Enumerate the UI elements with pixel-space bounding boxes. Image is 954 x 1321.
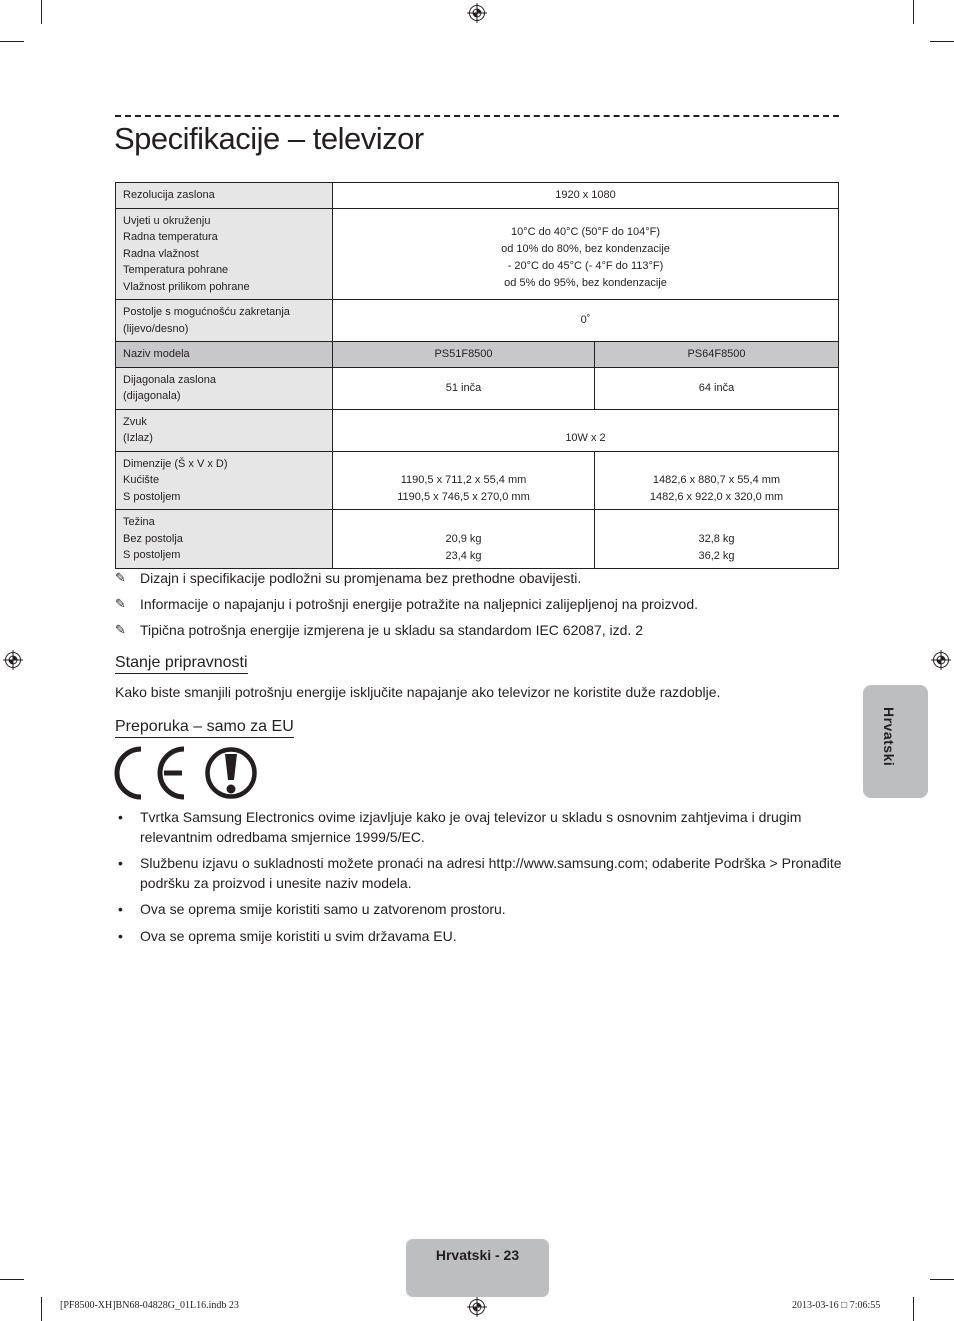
registration-mark-icon <box>931 650 951 670</box>
table-row <box>116 183 839 209</box>
crop-mark <box>0 41 24 42</box>
model-name-b: PS64F8500 <box>595 342 839 368</box>
spec-value-line: 36,2 kg <box>698 549 735 562</box>
bullet-icon: • <box>118 809 123 825</box>
notes-list <box>115 565 845 643</box>
spec-value <box>333 208 839 300</box>
crop-mark <box>0 1279 24 1280</box>
spec-label-line: S postoljem <box>123 549 181 561</box>
spec-label-line: Temperatura pohrane <box>123 264 229 276</box>
footer-timestamp: 2013-03-16 □ 7:06:55 <box>792 1300 881 1311</box>
eu-bullets <box>115 808 845 953</box>
table-row <box>116 409 839 451</box>
language-side-tab-label: Hrvatski <box>881 707 897 767</box>
list-item <box>115 808 845 847</box>
standby-heading: Stanje pripravnosti <box>115 654 248 674</box>
table-row <box>116 300 839 342</box>
bullet-text: Ova se oprema smije koristiti u svim državama EU. <box>140 927 457 944</box>
bullet-icon: • <box>118 927 123 944</box>
list-item <box>115 591 845 617</box>
crop-mark <box>41 0 42 24</box>
pencil-note-icon: ✎ <box>115 622 126 637</box>
page-number: Hrvatski - 23 <box>406 1239 549 1297</box>
registration-mark-icon <box>467 1297 487 1317</box>
list-item <box>115 900 845 920</box>
eu-heading: Preporuka – samo za EU <box>115 718 294 738</box>
spec-label-line: Uvjeti u okruženju <box>123 214 211 227</box>
spec-label-line: (lijevo/desno) <box>123 322 189 335</box>
spec-value-line: 20,9 kg <box>445 532 482 545</box>
table-row <box>116 208 839 300</box>
crop-mark <box>41 1297 42 1321</box>
note-text: Tipična potrošnja energije izmjerena je u skladu sa standardom IEC 62087, izd. 2 <box>140 622 643 638</box>
standby-text: Kako biste smanjili potrošnju energije isključite napajanje ako televizor ne koristite duže razdoblje. <box>115 684 721 700</box>
crop-mark <box>930 1279 954 1280</box>
spec-label-line: Dimenzije (Š x V x D) <box>123 457 228 470</box>
spec-label <box>116 409 333 451</box>
spec-label-line: Zvuk <box>123 415 147 428</box>
spec-value-line: 10°C do 40°C (50°F do 104°F) <box>510 225 661 238</box>
spec-value: 0˚ <box>333 300 839 342</box>
spec-value-line: 10W x 2 <box>565 431 606 444</box>
spec-value: 1920 x 1080 <box>333 183 839 209</box>
note-text: Informacije o napajanju i potrošnji energije potražite na naljepnici zalijepljenoj na proizvod. <box>140 596 699 612</box>
ce-alert-logo <box>114 745 264 801</box>
bullet-icon: • <box>118 855 123 871</box>
language-side-tab <box>863 685 928 798</box>
spec-label <box>116 510 333 569</box>
crop-mark <box>930 41 954 42</box>
list-item <box>115 927 845 947</box>
spec-value-line: 1190,5 x 746,5 x 270,0 mm <box>397 491 530 503</box>
bullet-icon: • <box>118 901 123 917</box>
spec-label-line: S postoljem <box>123 490 181 503</box>
spec-label <box>116 300 333 342</box>
spec-label <box>116 367 333 409</box>
crop-mark <box>913 1297 914 1321</box>
registration-mark-icon <box>467 3 487 23</box>
title-rule <box>115 115 839 117</box>
spec-value-line: 23,4 kg <box>445 549 482 562</box>
spec-label-line: (dijagonala) <box>123 390 181 402</box>
spec-value <box>333 409 839 451</box>
spec-label-line: Težina <box>123 516 155 528</box>
spec-value-line: 32,8 kg <box>698 532 735 545</box>
list-item <box>115 565 845 591</box>
spec-label-line: Kućište <box>123 474 160 486</box>
spec-label-line: Postolje s mogućnošću zakretanja <box>123 306 290 318</box>
spec-value <box>333 451 595 510</box>
table-row <box>116 451 839 510</box>
bullet-text: Tvrtka Samsung Electronics ovime izjavljuje kako je ovaj televizor u skladu s osnovnim zahtjevima i drugim relevantnim odredbama smjernice 1999/5/EC. <box>140 809 802 845</box>
footer-file-info: [PF8500-XH]BN68-04828G_01L16.indb 23 <box>60 1300 239 1311</box>
spec-label-line: Radna vlažnost <box>123 247 199 260</box>
bullet-text: Službenu izjavu o sukladnosti možete pronaći na adresi http://www.samsung.com; odaberite Podrška > Pronađite podršku za proizvod i unesite naziv modela. <box>140 855 842 891</box>
pencil-note-icon: ✎ <box>115 596 126 611</box>
spec-value-line: 1482,6 x 880,7 x 55,4 mm <box>652 474 781 486</box>
pencil-note-icon: ✎ <box>115 570 126 585</box>
spec-value: 51 inča <box>333 367 595 409</box>
table-row <box>116 367 839 409</box>
bullet-text: Ova se oprema smije koristiti samo u zatvorenom prostoru. <box>140 901 506 917</box>
spec-label: Naziv modela <box>116 342 333 368</box>
table-row <box>116 342 839 368</box>
spec-value-line: od 5% do 95%, bez kondenzacije <box>504 276 667 289</box>
spec-label: Rezolucija zaslona <box>116 183 333 209</box>
spec-label-line: Dijagonala zaslona <box>123 373 216 386</box>
spec-value-line: 1482,6 x 922,0 x 320,0 mm <box>649 491 784 503</box>
table-row <box>116 510 839 569</box>
spec-label <box>116 208 333 300</box>
model-name-a: PS51F8500 <box>333 342 595 368</box>
spec-value-line: 1190,5 x 711,2 x 55,4 mm <box>400 474 527 486</box>
spec-value-line: od 10% do 80%, bez kondenzacije <box>501 242 670 255</box>
spec-label-line: Vlažnost prilikom pohrane <box>123 280 250 293</box>
spec-value-line: - 20°C do 45°C (- 4°F do 113°F) <box>507 259 664 272</box>
spec-label <box>116 451 333 510</box>
spec-table <box>115 182 839 569</box>
note-text: Dizajn i specifikacije podložni su promjenama bez prethodne obavijesti. <box>140 570 582 586</box>
registration-mark-icon <box>3 650 23 670</box>
crop-mark <box>913 0 914 24</box>
spec-value <box>595 510 839 569</box>
spec-label-line: Radna temperatura <box>123 231 218 243</box>
spec-value <box>595 451 839 510</box>
page-title: Specifikacije – televizor <box>114 121 424 156</box>
list-item <box>115 617 845 643</box>
spec-value <box>333 510 595 569</box>
spec-label-line: (Izlaz) <box>123 432 153 444</box>
list-item <box>115 854 845 893</box>
spec-value: 64 inča <box>595 367 839 409</box>
spec-label-line: Bez postolja <box>123 532 183 545</box>
